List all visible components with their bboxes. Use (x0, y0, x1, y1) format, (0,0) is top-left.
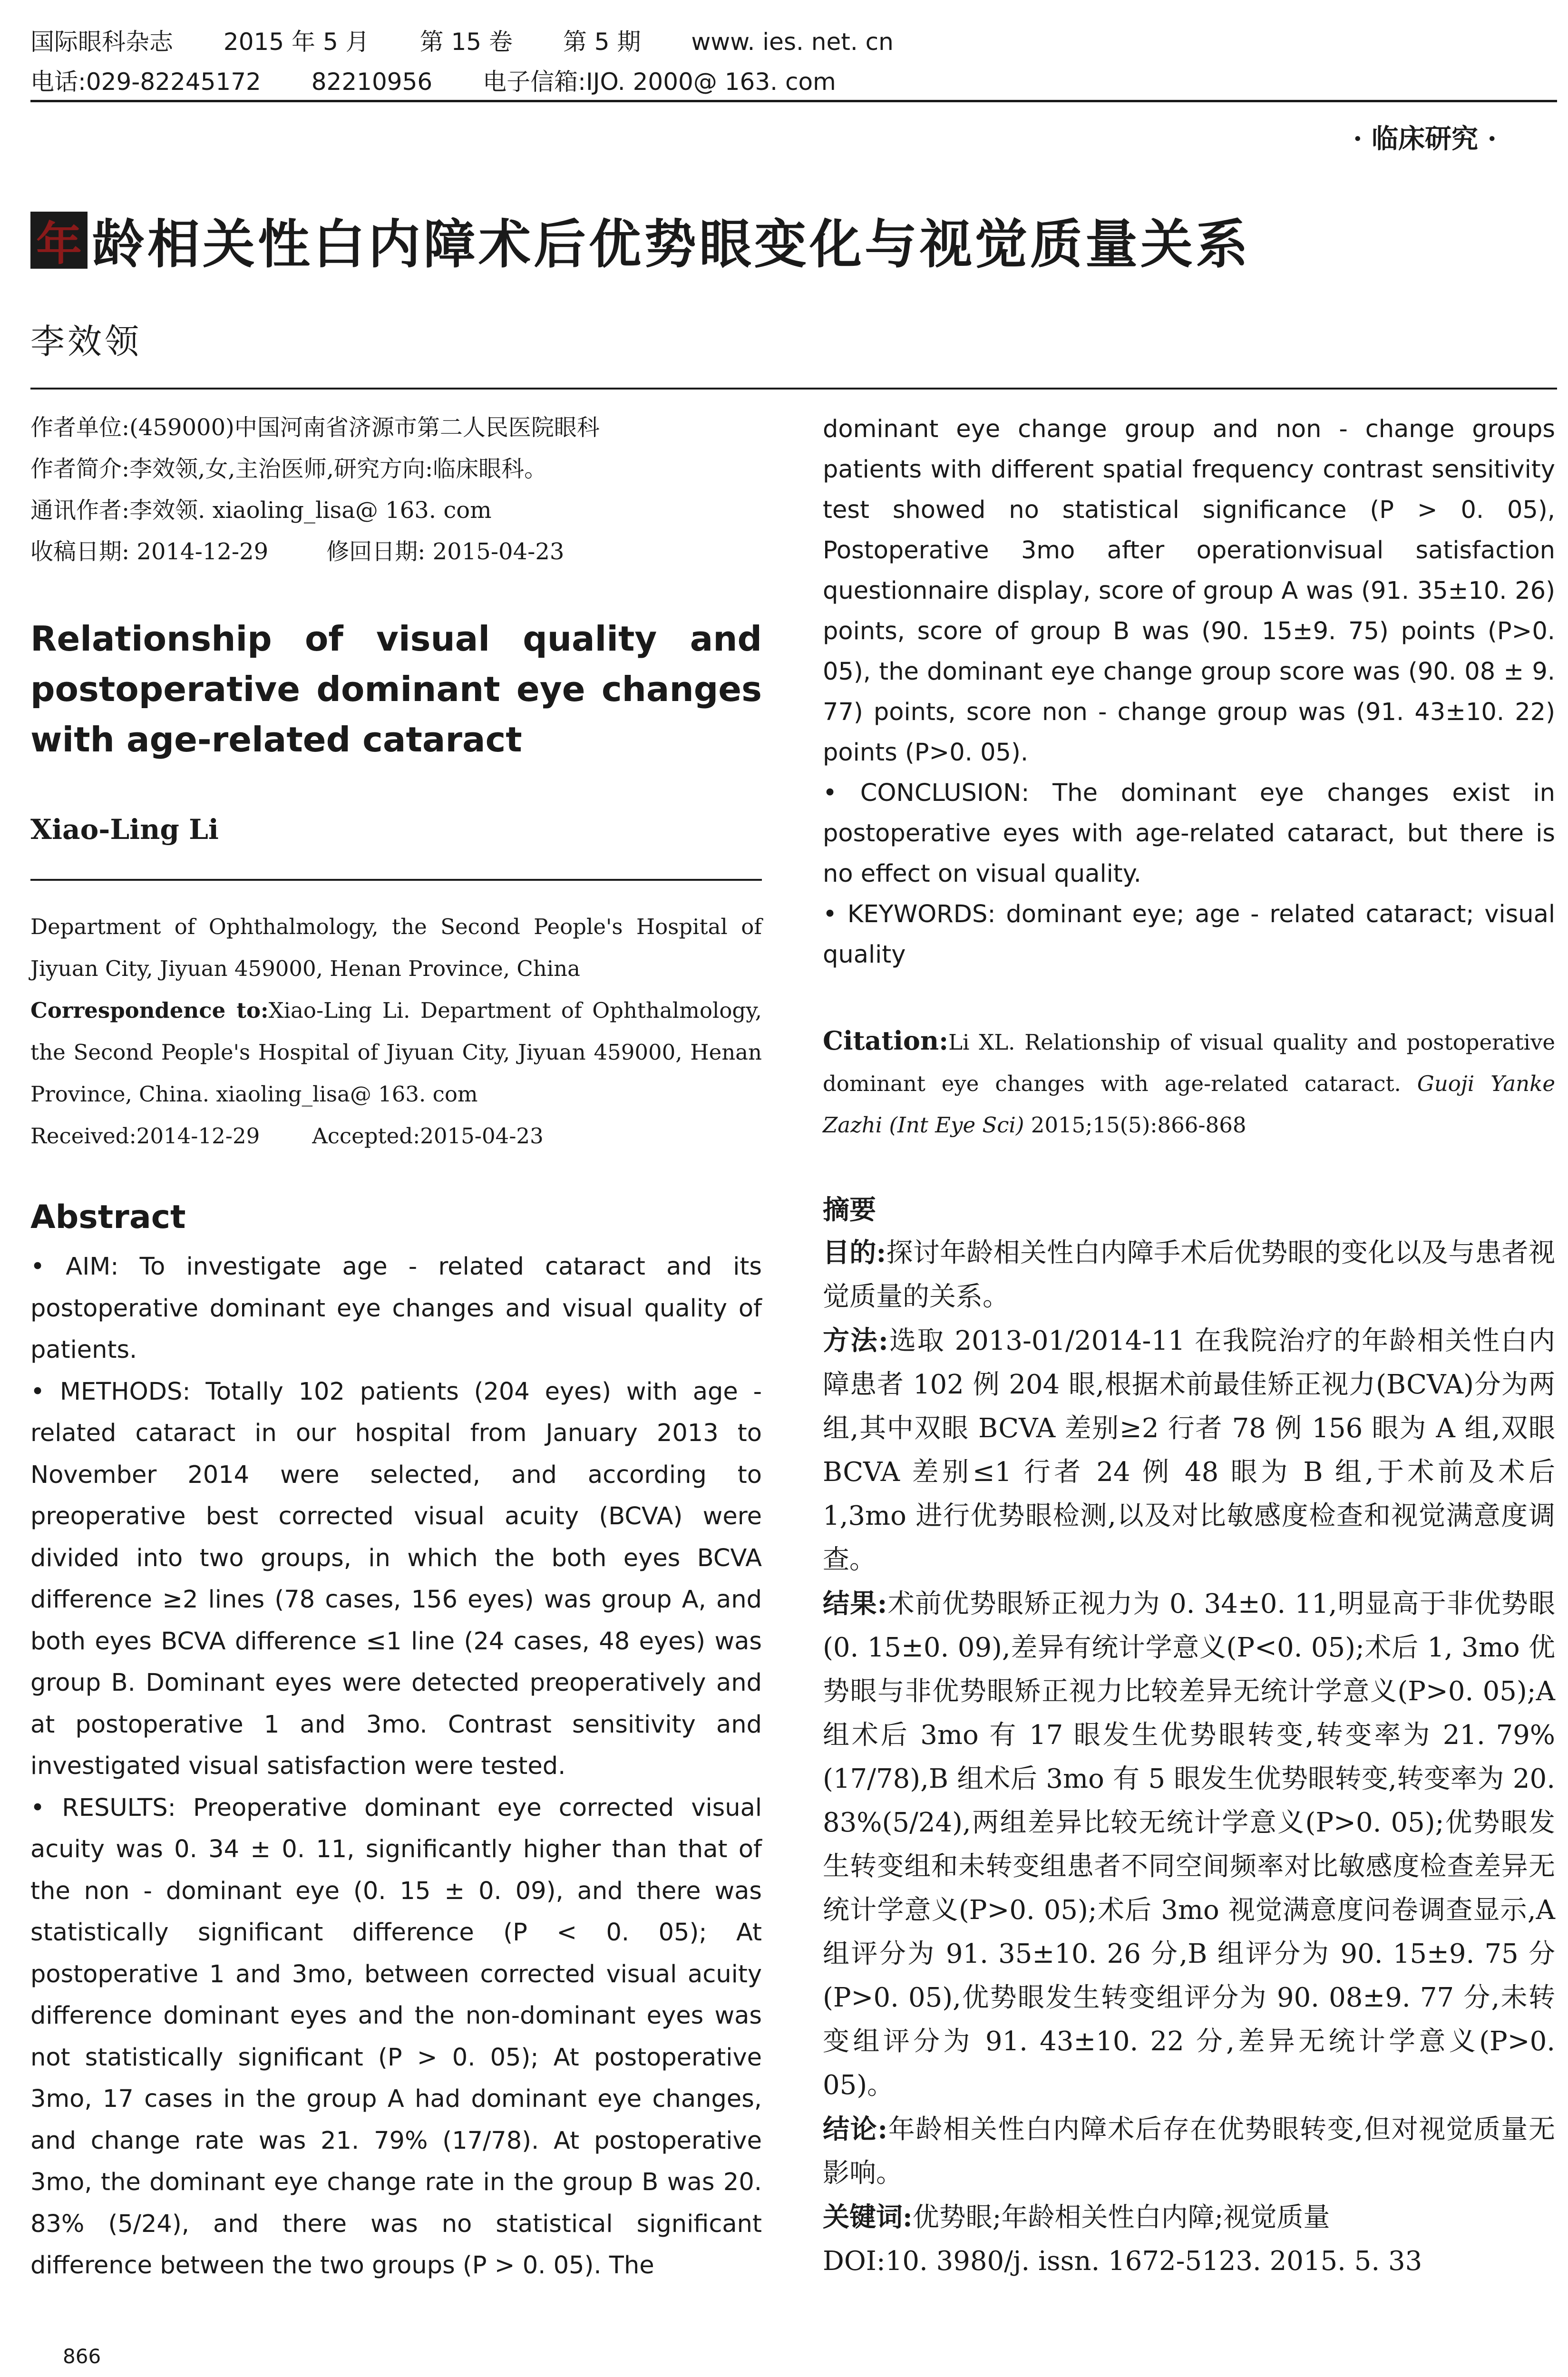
abstract-methods: • METHODS: Totally 102 patients (204 eyes) with age - related cataract in our hospital from January 2013 to November 2014 were selected, and according to preoperative best corrected visual acuity (BCVA) were divided into two groups, in which the both eyes BCVA difference ≥2 lines (78 cases, 156 eyes) was group A, and both eyes BCVA difference ≤1 line (24 cases, 48 eyes) was group B. Dominant eyes were detected preoperatively and at postoperative 1 and 3mo. Contrast sensitivity and investigated visual satisfaction were tested. (30, 1377, 762, 1780)
page-number: 866 (63, 2345, 101, 2368)
issue-number: 第 5 期 (563, 28, 641, 56)
author-rule (30, 879, 762, 881)
volume: 第 15 卷 (419, 28, 513, 56)
abstract-aim: • AIM: To investigate age - related cataract and its postoperative dominant eye changes and visual quality of patients. (30, 1253, 762, 1364)
abstract-body-right (823, 409, 1555, 975)
citation-journal: Guoji Yanke Zazhi (Int Eye Sci) (823, 1071, 1555, 1138)
cn-conclusion-label: 结论: (823, 2114, 888, 2145)
cn-keywords-text: 优势眼;年龄相关性白内障;视觉质量 (912, 2202, 1330, 2233)
phone: 电话:029-82245172 (30, 68, 261, 96)
cn-methods-text: 选取 2013-01/2014-11 在我院治疗的年龄相关性白内障患者 102 例 204 眼,根据术前最佳矫正视力(BCVA)分为两组,其中双眼 BCVA 差别≥2 行者 78 例 156 眼为 A 组,双眼 BCVA 差别≤1 行者 24 例 48 眼为 B 组,于术前及术后 1,3mo 进行优势眼检测,以及对比敏感度检查和视觉满意度调查。 (823, 1325, 1556, 1575)
meta-dates-cn: 收稿日期: 2014-12-29 修回日期: 2015-04-23 (30, 538, 565, 565)
running-header-line2 (30, 63, 879, 97)
author-cn: 李效领 (30, 321, 142, 361)
accepted-date: Accepted:2015-04-23 (312, 1123, 544, 1149)
cn-keywords (823, 2195, 1555, 2240)
cn-aim-text: 探讨年龄相关性白内障手术后优势眼的变化以及与患者视觉质量的关系。 (823, 1237, 1556, 1312)
cn-results (823, 1582, 1555, 2107)
affiliation-block (30, 906, 762, 1157)
cn-abstract-heading: 摘要 (823, 1194, 876, 1226)
cn-abstract-body (823, 1231, 1555, 2283)
title-drop-initial: 年 (30, 212, 88, 269)
running-header-line1 (30, 23, 936, 57)
cn-doi: DOI:10. 3980/j. issn. 1672-5123. 2015. 5. 33 (823, 2246, 1422, 2277)
cn-aim (823, 1231, 1555, 1319)
correspondence-text: Xiao-Ling Li. Department of Ophthalmology, the Second People's Hospital of Jiyuan City, Jiyuan 459000, Henan Province, China. xiaoling_lisa@ 163. com (30, 998, 762, 1107)
email: 电子信箱:IJO. 2000@ 163. com (483, 68, 836, 96)
citation-text: Li XL. Relationship of visual quality and postoperative dominant eye changes with age-related cataract. (823, 1030, 1555, 1096)
correspondence-en (30, 990, 762, 1115)
journal-website: www. ies. net. cn (691, 28, 894, 56)
meta-author-bio-cn: 作者简介:李效领,女,主治医师,研究方向:临床眼科。 (30, 456, 547, 482)
cn-results-label: 结果: (823, 1588, 887, 1619)
meta-corresponding-cn: 通讯作者:李效领. xiaoling_lisa@ 163. com (30, 497, 492, 524)
header-rule (30, 100, 1557, 102)
article-title-cn (30, 202, 1251, 278)
cn-methods-label: 方法: (823, 1325, 888, 1356)
citation-block (823, 1020, 1555, 1146)
author-en: Xiao-Ling Li (30, 813, 219, 846)
meta-affiliation-cn: 作者单位:(459000)中国河南省济源市第二人民医院眼科 (30, 414, 600, 441)
abstract-keywords: • KEYWORDS: dominant eye; age - related cataract; visual quality (823, 900, 1555, 969)
title-text: 龄相关性白内障术后优势眼变化与视觉质量关系 (92, 214, 1251, 275)
citation-details: 2015;15(5):866-868 (1031, 1112, 1247, 1138)
main-rule (30, 388, 1557, 390)
cn-methods (823, 1319, 1555, 1582)
cn-keywords-label: 关键词: (823, 2202, 913, 2233)
cn-conclusion-text: 年龄相关性白内障术后存在优势眼转变,但对视觉质量无影响。 (823, 2114, 1555, 2189)
cn-results-text: 术前优势眼矫正视力为 0. 34±0. 11,明显高于非优势眼(0. 15±0. 09),差异有统计学意义(P<0. 05);术后 1, 3mo 优势眼与非优势眼矫正视力比较差异无统计学意义(P>0. 05);A 组术后 3mo 有 17 眼发生优势眼转变,转变率为 21. 79%(17/78),B 组术后 3mo 有 5 眼发生优势眼转变,转变率为 20. 83%(5/24),两组差异比较无统计学意义(P>0. 05);优势眼发生转变组和未转变组患者不同空间频率对比敏感度检查差异无统计学意义(P>0. 05);术后 3mo 视觉满意度问卷调查显示,A 组评分为 91. 35±10. 26 分,B 组评分为 90. 15±9. 75 分(P>0. 05),优势眼发生转变组评分为 90. 08±9. 77 分,未转变组评分为 91. 43±10. 22 分,差异无统计学意义(P>0. 05)。 (823, 1588, 1556, 2101)
phone-alt: 82210956 (311, 68, 433, 96)
issue-date: 2015 年 5 月 (223, 28, 370, 56)
abstract-results-right: dominant eye change group and non - change groups patients with different spatial frequency contrast sensitivity test showed no statistical significance (P > 0. 05), Postoperative 3mo after operationvisual satisfaction questionnaire display, score of group A was (91. 35±10. 26) points, score of group B was (90. 15±9. 75) points (P>0. 05), the dominant eye change group score was (90. 08 ± 9. 77) points, score non - change group was (91. 43±10. 22) points (P>0. 05). (823, 415, 1555, 767)
journal-name: 国际眼科杂志 (30, 28, 173, 56)
received-date: Received:2014-12-29 (30, 1123, 260, 1149)
abstract-conclusion: • CONCLUSION: The dominant eye changes exist in postoperative eyes with age-related cataract, but there is no effect on visual quality. (823, 779, 1555, 888)
cn-aim-label: 目的: (823, 1237, 886, 1268)
department-en: Department of Ophthalmology, the Second People's Hospital of Jiyuan City, Jiyuan 459000, Henan Province, China (30, 914, 762, 981)
received-accepted (30, 1115, 762, 1157)
abstract-heading: Abstract (30, 1198, 186, 1236)
citation-label: Citation: (823, 1025, 949, 1056)
abstract-body-left (30, 1246, 762, 2287)
section-label: · 临床研究 · (1353, 123, 1497, 155)
abstract-results-left: • RESULTS: Preoperative dominant eye corrected visual acuity was 0. 34 ± 0. 11, significantly higher than that of the non - dominant eye (0. 15 ± 0. 09), and there was statistically significant difference (P < 0. 05); At postoperative 1 and 3mo, between corrected visual acuity difference dominant eyes and the non-dominant eyes was not statistically significant (P > 0. 05); At postoperative 3mo, 17 cases in the group A had dominant eye changes, and change rate was 21. 79% (17/78). At postoperative 3mo, the dominant eye change rate in the group B was 20. 83% (5/24), and there was no statistical significant difference between the two groups (P > 0. 05). The (30, 1793, 762, 2280)
cn-conclusion (823, 2107, 1555, 2195)
article-title-en: Relationship of visual quality and postoperative dominant eye changes with age-related cataract (30, 619, 762, 760)
correspondence-label: Correspondence to: (30, 998, 269, 1023)
